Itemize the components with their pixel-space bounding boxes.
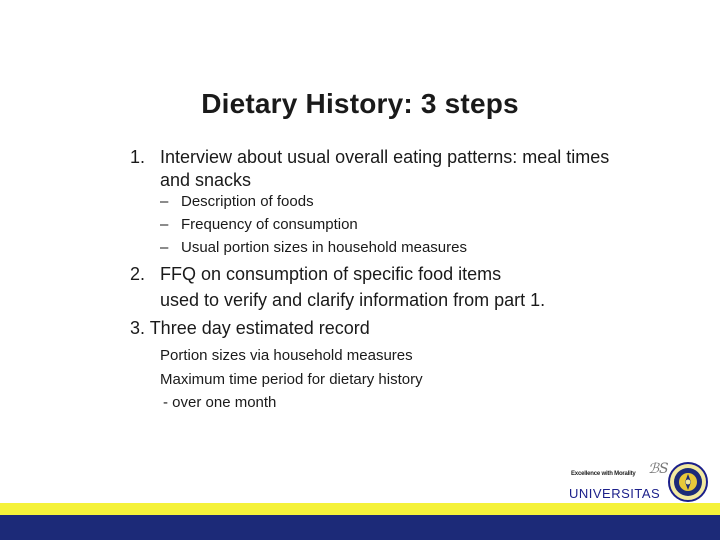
step-3-text: 3. Three day estimated record bbox=[130, 318, 370, 338]
footer-blue-bar bbox=[0, 515, 720, 540]
subitem-dash: – bbox=[160, 193, 169, 210]
step-2-number: 2. bbox=[130, 264, 146, 284]
step-2-text: FFQ on consumption of specific food items bbox=[160, 264, 502, 284]
tagline: Excellence with Morality bbox=[571, 471, 636, 477]
subitem-dash: – bbox=[160, 239, 169, 256]
step-2-continuation: used to verify and clarify information from part 1. bbox=[160, 290, 546, 310]
subitem-text: Frequency of consumption bbox=[181, 216, 358, 233]
subitem-text: Description of foods bbox=[181, 193, 314, 210]
university-name-line1: UNIVERSITAS bbox=[569, 486, 661, 501]
script-mark-icon: ℬS bbox=[648, 461, 669, 477]
subitem-text: Usual portion sizes in household measures bbox=[181, 239, 467, 256]
university-seal-icon bbox=[668, 462, 708, 502]
step-3-line: Maximum time period for dietary history bbox=[160, 371, 423, 388]
step-3-line: Portion sizes via household measures bbox=[160, 347, 413, 364]
subitem-dash: – bbox=[160, 216, 169, 233]
step-1-number: 1. bbox=[130, 147, 146, 167]
step-3-line: - over one month bbox=[163, 394, 277, 411]
slide-title: Dietary History: 3 steps bbox=[201, 88, 519, 119]
step-1-text: Interview about usual overall eating patterns: meal times and snacks bbox=[160, 147, 610, 190]
footer-yellow-bar bbox=[0, 503, 720, 515]
